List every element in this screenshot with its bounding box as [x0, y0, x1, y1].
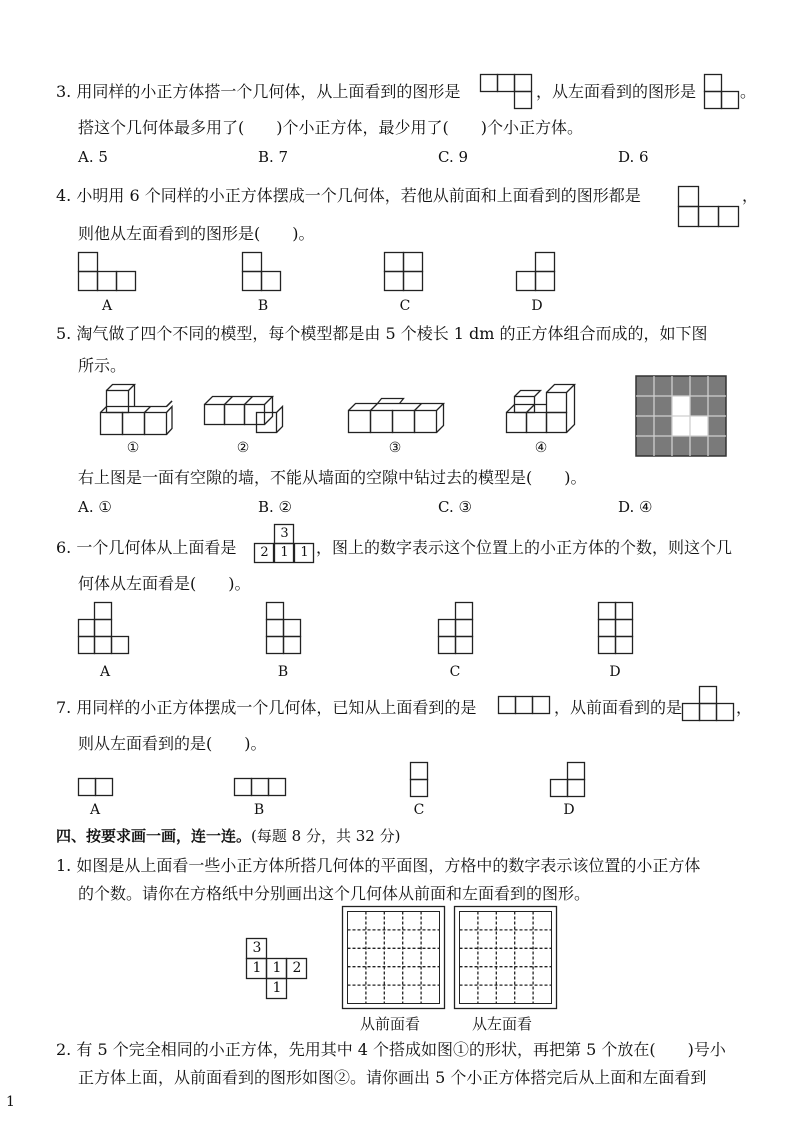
q6-grid-cell: 1	[280, 545, 289, 560]
q7-line1-b: ，从前面看到的是	[554, 698, 683, 717]
q5-option-a: A. ①	[78, 498, 112, 516]
q3-option-d: D. 6	[618, 148, 649, 166]
q7-line1-c: ，	[736, 698, 753, 717]
q7-label-b: B	[253, 802, 265, 818]
q5-option-c: C. ③	[438, 498, 472, 516]
q7-option-a-figure	[78, 778, 118, 798]
q3-top-view-figure	[480, 74, 536, 110]
q5-label-3: ③	[388, 440, 402, 456]
q6-option-b-figure	[266, 602, 306, 658]
q4-front-top-figure	[678, 186, 740, 226]
s4q1-top-view-grid	[246, 938, 310, 998]
s4q1-grid-cell: 1	[252, 960, 262, 976]
page-number: 1	[6, 1094, 15, 1110]
q4-option-c-figure	[384, 252, 426, 292]
q3-option-a: A. 5	[78, 148, 108, 166]
s4q1-grid-cell: 3	[252, 940, 262, 956]
s4q1-front-view-drawing-grid[interactable]	[342, 906, 446, 1010]
q6-option-a-figure	[78, 602, 134, 658]
q5-line3: 右上图是一面有空隙的墙，不能从墙面的空隙中钻过去的模型是( )。	[78, 468, 587, 487]
q4-label-c: C	[399, 298, 411, 314]
q6-option-c-figure	[438, 602, 478, 658]
q3-left-view-figure	[704, 74, 744, 110]
q7-label-d: D	[563, 802, 575, 818]
q7-option-d-figure	[550, 762, 590, 800]
q5-model-1-figure	[100, 380, 172, 436]
q7-option-b-figure	[234, 778, 290, 798]
q6-grid-cell: 2	[260, 545, 269, 560]
q5-wall-figure	[636, 376, 728, 458]
q6-grid-cell: 1	[300, 545, 309, 560]
q7-line2: 则从左面看到的是( )。	[78, 734, 267, 753]
q3-line1-a: 3. 用同样的小正方体搭一个几何体，从上面看到的图形是	[56, 82, 461, 101]
q4-option-b-figure	[242, 252, 284, 292]
q6-label-a: A	[99, 664, 111, 680]
q7-front-view-figure	[682, 686, 738, 724]
q4-line1-end: ，	[742, 186, 759, 205]
q4-line2: 则他从左面看到的图形是( )。	[78, 224, 315, 243]
q5-option-b: B. ②	[258, 498, 293, 516]
q3-line2: 搭这个几何体最多用了( )个小正方体，最少用了( )个小正方体。	[78, 118, 583, 137]
section-4-heading	[56, 826, 400, 846]
q6-line1-b: ，图上的数字表示这个位置上的小正方体的个数，则这个几	[316, 538, 733, 557]
q6-line2: 何体从左面看是( )。	[78, 574, 251, 593]
q7-label-a: A	[89, 802, 101, 818]
q5-model-4-figure	[506, 376, 578, 436]
q6-option-d-figure	[598, 602, 638, 658]
q4-label-b: B	[257, 298, 269, 314]
q5-label-4: ④	[534, 440, 548, 456]
q7-top-view-figure	[498, 696, 554, 716]
section-4-title: 四、按要求画一画，连一连。	[56, 827, 252, 845]
q4-label-d: D	[531, 298, 543, 314]
s4q1-line2: 的个数。请你在方格纸中分别画出这个几何体从前面和左面看到的图形。	[78, 884, 591, 903]
q3-line1-c: 。	[740, 82, 757, 101]
s4q1-line1: 1. 如图是从上面看一些小正方体所搭几何体的平面图，方格中的数字表示该位置的小正方体	[56, 856, 701, 875]
q7-line1-a: 7. 用同样的小正方体摆成一个几何体，已知从上面看到的是	[56, 698, 477, 717]
q6-grid-cell: 3	[280, 526, 289, 541]
q5-label-2: ②	[236, 440, 250, 456]
q5-line2: 所示。	[78, 356, 127, 375]
q5-option-d: D. ④	[618, 498, 653, 516]
q4-option-a-figure	[78, 252, 140, 292]
s4q2-line1: 2. 有 5 个完全相同的小正方体，先用其中 4 个搭成如图①的形状，再把第 5 个放在( )号小	[56, 1040, 726, 1059]
q7-option-c-figure	[410, 762, 432, 800]
s4q2-line2: 正方体上面，从前面看到的图形如图②。请你画出 5 个小正方体搭完后从上面和左面看到	[78, 1068, 707, 1087]
q5-line1: 5. 淘气做了四个不同的模型，每个模型都是由 5 个棱长 1 dm 的正方体组合而成的，如下图	[56, 324, 708, 343]
q4-label-a: A	[101, 298, 113, 314]
s4q1-left-view-drawing-grid[interactable]	[454, 906, 558, 1010]
s4q1-front-label: 从前面看	[360, 1015, 421, 1033]
q6-line1-a: 6. 一个几何体从上面看是	[56, 538, 237, 557]
q6-label-b: B	[277, 664, 289, 680]
q6-label-d: D	[609, 664, 621, 680]
q5-model-2-figure	[204, 390, 284, 436]
s4q1-grid-cell: 1	[272, 980, 282, 996]
s4q1-grid-cell: 2	[292, 960, 302, 976]
q5-model-3-figure	[348, 396, 448, 436]
q5-label-1: ①	[126, 440, 140, 456]
q6-label-c: C	[449, 664, 461, 680]
section-4-note: (每题 8 分，共 32 分)	[251, 827, 401, 845]
q7-label-c: C	[413, 802, 425, 818]
q4-line1: 4. 小明用 6 个同样的小正方体摆成一个几何体，若他从前面和上面看到的图形都是	[56, 186, 641, 205]
q6-top-view-grid	[254, 524, 314, 564]
q3-option-c: C. 9	[438, 148, 469, 166]
q4-option-d-figure	[516, 252, 558, 292]
q3-option-b: B. 7	[258, 148, 289, 166]
s4q1-grid-cell: 1	[272, 960, 282, 976]
s4q1-left-label: 从左面看	[472, 1015, 533, 1033]
q3-line1-b: ，从左面看到的图形是	[536, 82, 697, 101]
